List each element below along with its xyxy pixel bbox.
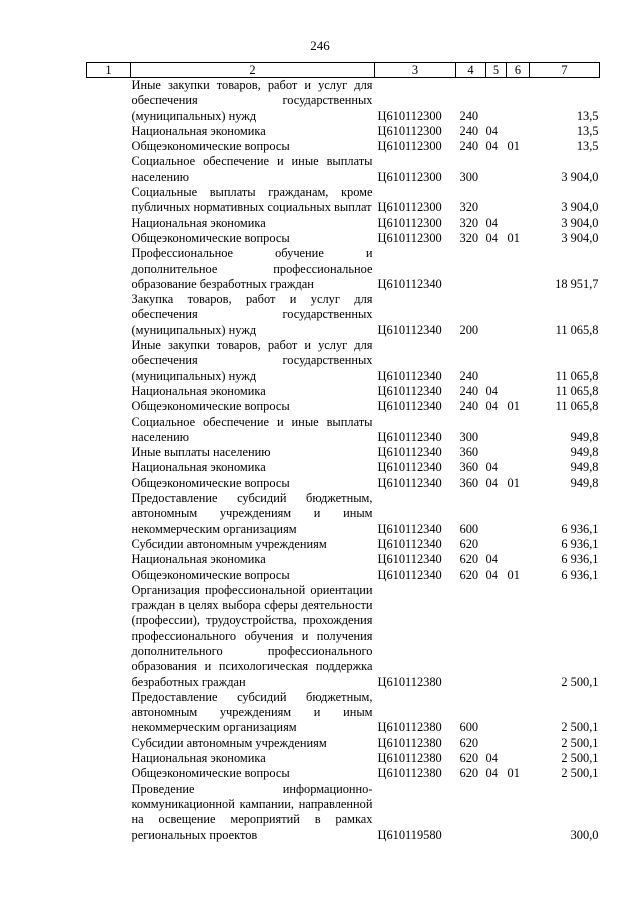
empty-cell	[87, 154, 131, 185]
row-amount: 3 904,0	[561, 169, 599, 184]
empty-cell	[87, 78, 131, 124]
row-col4: 320	[459, 230, 479, 245]
row-code: Ц610112340	[377, 567, 442, 582]
row-amount: 2 500,1	[561, 751, 599, 766]
row-name: Общеэкономические вопросы	[131, 139, 290, 154]
empty-cell	[87, 782, 131, 843]
row-col6	[507, 292, 530, 338]
row-amount: 2 500,1	[561, 674, 599, 689]
row-name: Субсидии автономным учреждениям	[131, 735, 327, 750]
row-col4	[456, 246, 486, 292]
row-amount: 3 904,0	[561, 200, 599, 215]
table-row	[87, 78, 600, 124]
empty-cell	[87, 139, 131, 154]
row-name: Проведение информационно-коммуникационной кампании, направленной на освещение мероприятий в рамках региональных проектов	[131, 781, 373, 842]
row-col6	[507, 185, 530, 216]
row-name: Профессиональное обучение и дополнительное профессиональное образование безработных граждан	[131, 246, 373, 291]
empty-cell	[87, 736, 131, 751]
row-name: Национальная экономика	[131, 460, 266, 475]
row-col5	[486, 292, 507, 338]
empty-cell	[87, 338, 131, 384]
row-col5	[486, 491, 507, 537]
page-number: 246	[310, 38, 330, 53]
row-col5	[486, 736, 507, 751]
column-header-7: 7	[530, 63, 600, 78]
row-amount: 11 065,8	[555, 399, 599, 414]
row-code: Ц610112340	[377, 429, 442, 444]
row-col5: 04	[485, 230, 498, 245]
row-col4: 620	[459, 735, 479, 750]
row-code: Ц610112340	[377, 368, 442, 383]
empty-cell	[87, 231, 131, 246]
table-row	[87, 216, 600, 231]
row-col5	[486, 537, 507, 552]
empty-cell	[87, 583, 131, 690]
table-row	[87, 445, 600, 460]
table-row	[87, 782, 600, 843]
row-code: Ц610112340	[377, 521, 442, 536]
column-header-2: 2	[131, 63, 375, 78]
row-col5: 04	[485, 139, 498, 154]
row-col5	[486, 690, 507, 736]
row-name: Национальная экономика	[131, 751, 266, 766]
table-row	[87, 415, 600, 446]
table-row	[87, 491, 600, 537]
row-col4: 320	[459, 200, 479, 215]
row-col5: 04	[485, 460, 498, 475]
row-name: Социальное обеспечение и иные выплаты населению	[131, 414, 373, 444]
column-header-4: 4	[456, 63, 486, 78]
empty-cell	[87, 491, 131, 537]
table-row	[87, 568, 600, 583]
row-col5: 04	[485, 399, 498, 414]
row-code: Ц610112300	[377, 139, 442, 154]
table-row	[87, 124, 600, 139]
row-col6: 01	[507, 567, 520, 582]
row-col4: 240	[459, 399, 479, 414]
row-col5: 04	[485, 123, 498, 138]
empty-cell	[87, 246, 131, 292]
row-amount: 11 065,8	[555, 322, 599, 337]
row-col4: 360	[459, 475, 479, 490]
row-col4: 300	[459, 169, 479, 184]
row-amount: 6 936,1	[561, 521, 599, 536]
column-header-5: 5	[486, 63, 507, 78]
row-code: Ц610112380	[377, 766, 442, 781]
row-code: Ц610112380	[377, 720, 442, 735]
row-amount: 13,5	[576, 139, 599, 154]
table-body	[87, 78, 600, 843]
row-col5	[486, 782, 507, 843]
row-name: Субсидии автономным учреждениям	[131, 536, 327, 551]
table-row	[87, 185, 600, 216]
row-name: Общеэкономические вопросы	[131, 475, 290, 490]
empty-cell	[87, 552, 131, 567]
row-name: Социальные выплаты гражданам, кроме публичных нормативных социальных выплат	[131, 185, 373, 215]
row-amount: 2 500,1	[561, 766, 599, 781]
column-header-1: 1	[87, 63, 131, 78]
row-col5	[486, 185, 507, 216]
row-amount: 11 065,8	[555, 368, 599, 383]
table-row	[87, 552, 600, 567]
row-col6	[507, 124, 530, 139]
row-col5	[486, 246, 507, 292]
row-name: Иные закупки товаров, работ и услуг для обеспечения государственных (муниципальных) нужд	[131, 338, 373, 383]
row-col6: 01	[507, 230, 520, 245]
column-number-header	[87, 63, 600, 78]
row-amount: 949,8	[570, 445, 599, 460]
row-col6	[507, 338, 530, 384]
column-header-3: 3	[375, 63, 456, 78]
row-name: Иные закупки товаров, работ и услуг для обеспечения государственных (муниципальных) нужд	[131, 78, 373, 123]
row-col6	[507, 384, 530, 399]
row-col6	[507, 491, 530, 537]
row-col6: 01	[507, 399, 520, 414]
column-header-6: 6	[507, 63, 530, 78]
row-col6: 01	[507, 139, 520, 154]
table-row	[87, 460, 600, 475]
table-row	[87, 766, 600, 781]
row-col6	[507, 78, 530, 124]
empty-cell	[87, 476, 131, 491]
row-name: Социальное обеспечение и иные выплаты населению	[131, 154, 373, 184]
row-col6: 01	[507, 475, 520, 490]
row-col6	[507, 751, 530, 766]
row-col5: 04	[485, 215, 498, 230]
table-row	[87, 154, 600, 185]
row-code: Ц610112340	[377, 322, 442, 337]
row-col4: 240	[459, 368, 479, 383]
row-col5	[486, 583, 507, 690]
row-name: Национальная экономика	[131, 123, 266, 138]
row-col6: 01	[507, 766, 520, 781]
row-code: Ц610112340	[377, 383, 442, 398]
row-col5: 04	[485, 475, 498, 490]
row-col6	[507, 460, 530, 475]
row-code: Ц610112300	[377, 169, 442, 184]
row-name: Предоставление субсидий бюджетным, автономным учреждениям и иным некоммерческим организациям	[131, 689, 373, 735]
row-col5	[486, 78, 507, 124]
row-col6	[507, 583, 530, 690]
row-col5	[486, 338, 507, 384]
table-row	[87, 384, 600, 399]
row-col6	[507, 415, 530, 446]
table-row	[87, 751, 600, 766]
row-col6	[507, 537, 530, 552]
table-row	[87, 399, 600, 414]
row-name: Организация профессиональной ориентации граждан в целях выбора сферы деятельности (профессии), трудоустройства, прохождения профессионального обучения и получения дополнительного профессионального образования и психологическая поддержка безработных граждан	[131, 582, 373, 689]
row-col4: 600	[459, 720, 479, 735]
row-col4: 300	[459, 429, 479, 444]
empty-cell	[87, 415, 131, 446]
table-row	[87, 231, 600, 246]
table-row	[87, 139, 600, 154]
row-amount: 6 936,1	[561, 536, 599, 551]
row-col4	[456, 583, 486, 690]
row-col4: 620	[459, 536, 479, 551]
row-code: Ц610112340	[377, 276, 442, 291]
row-amount: 13,5	[576, 123, 599, 138]
row-amount: 949,8	[570, 460, 599, 475]
row-col5: 04	[485, 552, 498, 567]
row-code: Ц610112380	[377, 674, 442, 689]
row-col4: 600	[459, 521, 479, 536]
row-col6	[507, 445, 530, 460]
row-col4: 360	[459, 445, 479, 460]
row-col5: 04	[485, 766, 498, 781]
table-row	[87, 583, 600, 690]
row-name: Общеэкономические вопросы	[131, 230, 290, 245]
row-amount: 13,5	[576, 108, 599, 123]
empty-cell	[87, 460, 131, 475]
row-code: Ц610112340	[377, 536, 442, 551]
table-row	[87, 476, 600, 491]
row-col4: 320	[459, 215, 479, 230]
row-col4: 240	[459, 123, 479, 138]
row-code: Ц610112340	[377, 445, 442, 460]
row-col4	[456, 782, 486, 843]
row-name: Национальная экономика	[131, 215, 266, 230]
row-name: Общеэкономические вопросы	[131, 399, 290, 414]
row-col6	[507, 216, 530, 231]
row-code: Ц610112300	[377, 230, 442, 245]
table-row	[87, 537, 600, 552]
row-col6	[507, 690, 530, 736]
row-name: Предоставление субсидий бюджетным, автономным учреждениям и иным некоммерческим организациям	[131, 491, 373, 536]
row-code: Ц610112340	[377, 552, 442, 567]
empty-cell	[87, 690, 131, 736]
table-row	[87, 246, 600, 292]
row-col6	[507, 246, 530, 292]
table-row	[87, 338, 600, 384]
row-amount: 949,8	[570, 475, 599, 490]
row-code: Ц610112340	[377, 475, 442, 490]
row-col6	[507, 552, 530, 567]
row-col5: 04	[485, 383, 498, 398]
row-amount: 11 065,8	[555, 383, 599, 398]
empty-cell	[87, 766, 131, 781]
empty-cell	[87, 751, 131, 766]
row-code: Ц610119580	[377, 827, 442, 842]
row-col4: 620	[459, 751, 479, 766]
row-col4: 240	[459, 139, 479, 154]
row-amount: 3 904,0	[561, 230, 599, 245]
row-amount: 6 936,1	[561, 552, 599, 567]
row-col5: 04	[485, 567, 498, 582]
row-col5: 04	[485, 751, 498, 766]
row-amount: 18 951,7	[555, 276, 599, 291]
row-name: Закупка товаров, работ и услуг для обеспечения государственных (муниципальных) нужд	[131, 292, 373, 337]
empty-cell	[87, 568, 131, 583]
row-code: Ц610112340	[377, 399, 442, 414]
table-row	[87, 736, 600, 751]
row-name: Общеэкономические вопросы	[131, 567, 290, 582]
table-row	[87, 292, 600, 338]
row-code: Ц610112300	[377, 108, 442, 123]
row-amount: 2 500,1	[561, 720, 599, 735]
row-amount: 3 904,0	[561, 215, 599, 230]
row-name: Иные выплаты населению	[131, 445, 271, 460]
row-col6	[507, 736, 530, 751]
empty-cell	[87, 124, 131, 139]
row-amount: 300,0	[570, 827, 599, 842]
empty-cell	[87, 445, 131, 460]
row-col4: 240	[459, 108, 479, 123]
row-col5	[486, 154, 507, 185]
empty-cell	[87, 216, 131, 231]
row-code: Ц610112340	[377, 460, 442, 475]
row-code: Ц610112380	[377, 735, 442, 750]
row-col4: 620	[459, 552, 479, 567]
row-name: Национальная экономика	[131, 383, 266, 398]
empty-cell	[87, 185, 131, 216]
row-amount: 6 936,1	[561, 567, 599, 582]
row-col4: 620	[459, 766, 479, 781]
row-col4: 240	[459, 383, 479, 398]
row-col6	[507, 782, 530, 843]
table-row	[87, 690, 600, 736]
empty-cell	[87, 399, 131, 414]
row-amount: 2 500,1	[561, 735, 599, 750]
empty-cell	[87, 537, 131, 552]
row-col5	[486, 445, 507, 460]
row-name: Общеэкономические вопросы	[131, 766, 290, 781]
empty-cell	[87, 384, 131, 399]
row-col4: 360	[459, 460, 479, 475]
row-col5	[486, 415, 507, 446]
row-amount: 949,8	[570, 429, 599, 444]
row-col6	[507, 154, 530, 185]
row-code: Ц610112300	[377, 215, 442, 230]
row-code: Ц610112300	[377, 200, 442, 215]
row-col4: 620	[459, 567, 479, 582]
row-code: Ц610112300	[377, 123, 442, 138]
row-code: Ц610112380	[377, 751, 442, 766]
row-col4: 200	[459, 322, 479, 337]
empty-cell	[87, 292, 131, 338]
row-name: Национальная экономика	[131, 552, 266, 567]
budget-table	[86, 62, 600, 843]
